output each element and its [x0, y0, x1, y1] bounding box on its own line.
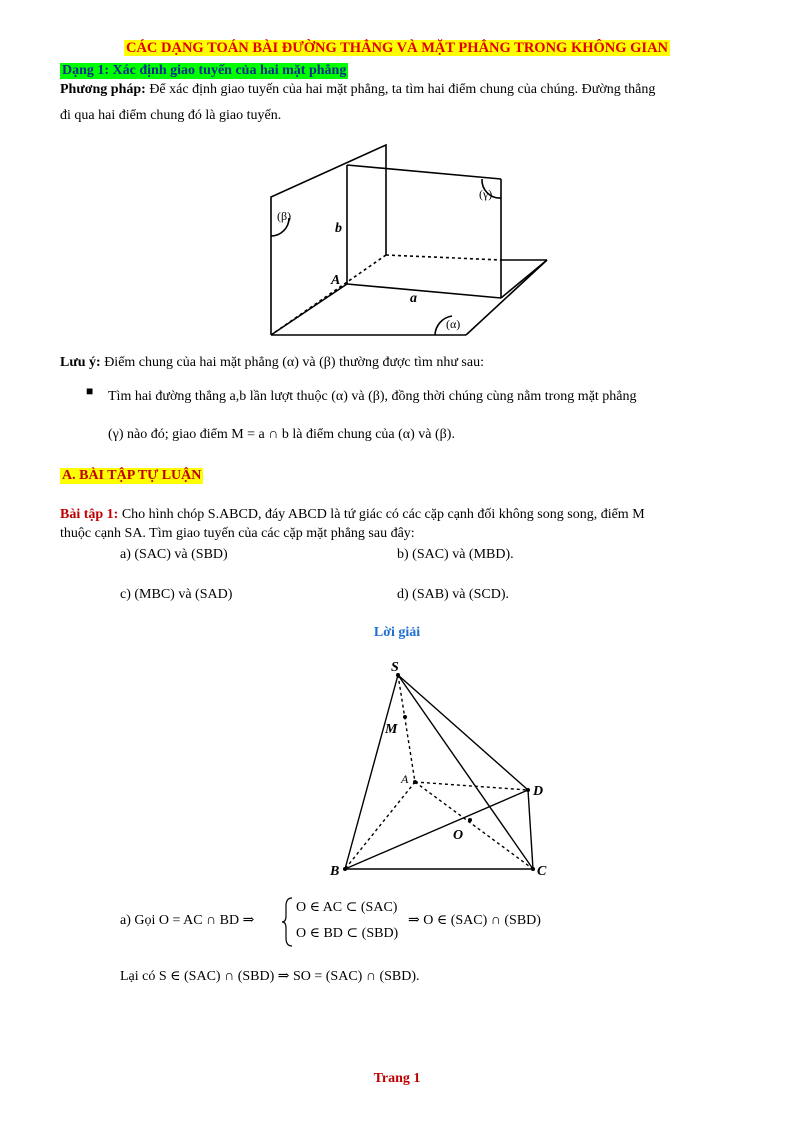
label-beta: (β) — [277, 209, 292, 223]
note-bullet-line1: Tìm hai đường thẳng a,b lần lượt thuộc (α) và (β), đồng thời chúng cùng nằm trong mặt phẳng — [108, 389, 637, 404]
section-a-heading: A. BÀI TẬP TỰ LUẬN — [62, 468, 202, 483]
label-gamma: (γ) — [479, 187, 493, 201]
method-line2: đi qua hai điểm chung đó là giao tuyến. — [60, 108, 282, 123]
exercise1-label: Bài tập 1: — [60, 507, 119, 522]
system-brace — [282, 896, 294, 948]
label-C: C — [537, 864, 547, 879]
label-M: M — [385, 722, 398, 737]
exercise1-text2: thuộc cạnh SA. Tìm giao tuyến của các cặp mặt phẳng sau đây: — [60, 526, 415, 541]
planes-figure — [255, 138, 565, 340]
exercise1-text1: Cho hình chóp S.ABCD, đáy ABCD là tứ giác có các cặp cạnh đối không song song, điểm M — [118, 507, 645, 522]
solution-a-prefix: a) Gọi O = AC ∩ BD ⇒ — [120, 913, 255, 928]
exercise1-part-c: c) (MBC) và (SAD) — [120, 587, 233, 602]
label-alpha: (α) — [446, 317, 461, 331]
label-b: b — [335, 221, 342, 236]
pyramid-figure — [325, 655, 555, 885]
solution-a-result: ⇒ O ∈ (SAC) ∩ (SBD) — [408, 913, 541, 928]
note-paragraph — [60, 350, 750, 376]
label-D: D — [533, 784, 544, 799]
note-bullet-line2: (γ) nào đó; giao điểm M = a ∩ b là điểm chung của (α) và (β). — [108, 427, 455, 442]
page-number: Trang 1 — [373, 1071, 421, 1086]
method-line1: Để xác định giao tuyến của hai mặt phẳng, ta tìm hai điểm chung của chúng. Đường thẳng — [145, 82, 656, 97]
label-S: S — [391, 660, 399, 675]
label-O: O — [453, 828, 464, 843]
section-heading-dang1: Dạng 1: Xác định giao tuyến của hai mặt phẳng — [62, 63, 347, 78]
system-line1: O ∈ AC ⊂ (SAC) — [296, 900, 398, 915]
label-a: a — [410, 291, 417, 306]
exercise1-part-d: d) (SAB) và (SCD). — [397, 587, 509, 602]
note-label: Lưu ý: — [60, 355, 101, 370]
exercise1-part-b: b) (SAC) và (MBD). — [397, 547, 514, 562]
solution-title: Lời giải — [373, 625, 421, 640]
system-line2: O ∈ BD ⊂ (SBD) — [296, 926, 399, 941]
exercise1-paragraph — [60, 505, 750, 543]
method-label: Phương pháp: — [60, 82, 146, 97]
bullet-square-icon: ■ — [86, 384, 94, 398]
label-A2: A — [401, 772, 409, 786]
solution-line2: Lại có S ∈ (SAC) ∩ (SBD) ⇒ SO = (SAC) ∩ (SBD). — [120, 969, 420, 984]
label-A: A — [331, 273, 341, 288]
note-text: Điểm chung của hai mặt phẳng (α) và (β) thường được tìm như sau: — [100, 355, 484, 370]
note-bullet — [108, 378, 758, 454]
method-paragraph — [60, 77, 750, 129]
page-title: CÁC DẠNG TOÁN BÀI ĐƯỜNG THẲNG VÀ MẶT PHẲNG TRONG KHÔNG GIAN — [125, 40, 669, 56]
label-B: B — [330, 864, 340, 879]
exercise1-part-a: a) (SAC) và (SBD) — [120, 547, 228, 562]
